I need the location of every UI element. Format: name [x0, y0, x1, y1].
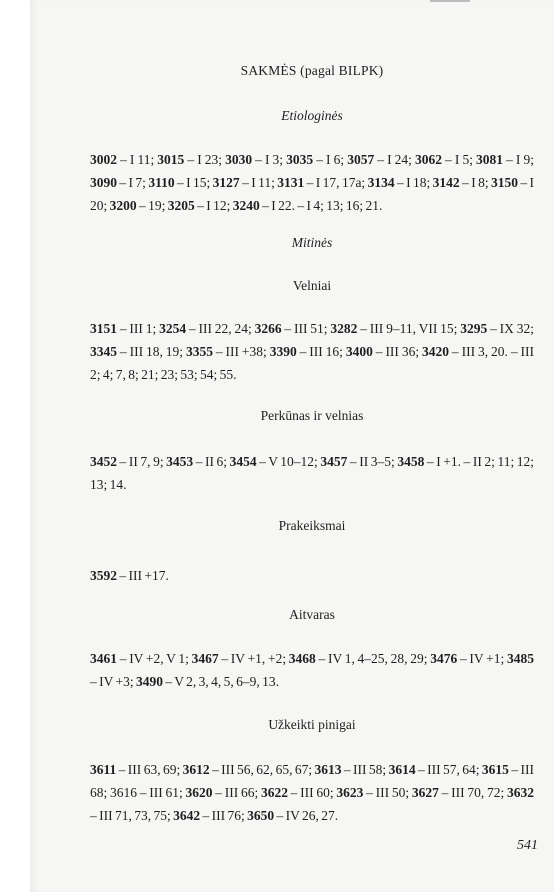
entry-reference: – III 57, 64;	[415, 762, 482, 777]
entry-number: 3266	[254, 321, 282, 336]
entry-number: 3454	[229, 454, 257, 469]
entry-number: 3134	[367, 175, 395, 190]
entry-reference: – III +17.	[117, 568, 169, 583]
entry-reference: – IV +2, V 1;	[117, 651, 192, 666]
entry-reference: – 19;	[136, 198, 168, 213]
entry-reference: – IV +1, +2;	[218, 651, 289, 666]
page-number: 541	[517, 838, 538, 853]
entry-reference: – I 18;	[394, 175, 433, 190]
entry-number: 3150	[490, 175, 518, 190]
entry-number: 3090	[90, 175, 117, 190]
entry-number: 3240	[232, 198, 260, 213]
entry-reference: – I 11;	[117, 152, 158, 167]
entry-reference: – III 56, 62, 65, 67;	[209, 762, 315, 777]
entry-number: 3457	[320, 454, 348, 469]
entry-number: 3615	[481, 762, 509, 777]
entry-number: 3613	[314, 762, 342, 777]
entries-uzkeikti-pinigai	[90, 758, 534, 827]
entry-reference: – I +1. – II 2; 11; 12; 13; 14.	[90, 454, 534, 492]
entry-number: 3002	[90, 152, 117, 167]
section-heading-etiologines: Etiologinės	[281, 108, 343, 123]
entries-aitvaras	[90, 647, 534, 693]
entry-reference: – III 60;	[287, 785, 337, 800]
entry-number: 3400	[345, 344, 373, 359]
entry-reference: – I 15;	[174, 175, 213, 190]
entry-number: 3345	[90, 344, 117, 359]
entry-reference: – III 18, 19;	[117, 344, 186, 359]
entry-number: 3468	[288, 651, 316, 666]
page-title: SAKMĖS (pagal BILPK)	[240, 63, 384, 78]
entry-number: 3057	[347, 152, 375, 167]
entry-reference: – III 1;	[117, 321, 160, 336]
entry-reference: – I 11;	[239, 175, 278, 190]
entry-number: 3614	[388, 762, 416, 777]
entries-prakeiksmai	[90, 564, 534, 587]
entry-reference: – III 66;	[212, 785, 261, 800]
entry-number: 3081	[476, 152, 504, 167]
entry-reference: – I 8;	[459, 175, 491, 190]
entry-reference: – III 58;	[341, 762, 389, 777]
entry-number: 3453	[166, 454, 194, 469]
entry-number: 3355	[185, 344, 213, 359]
entry-number: 3461	[90, 651, 117, 666]
entry-reference: – IV +1;	[457, 651, 507, 666]
entry-number: 3282	[330, 321, 358, 336]
entry-reference: – I 5;	[441, 152, 477, 167]
entry-reference: – I 24;	[374, 152, 415, 167]
entry-number: 3127	[212, 175, 240, 190]
entry-number: 3467	[191, 651, 219, 666]
entry-reference: – I 12;	[194, 198, 233, 213]
entry-reference: – I 23;	[184, 152, 226, 167]
entry-reference: – V 10–12;	[256, 454, 321, 469]
entry-number: 3632	[506, 785, 534, 800]
entry-number: 3642	[173, 808, 201, 823]
entry-reference: – III 70, 72;	[438, 785, 507, 800]
entry-reference: – IV +3;	[90, 674, 136, 689]
entries-perkunas	[90, 450, 534, 496]
entry-number: 3062	[414, 152, 442, 167]
entry-reference: – II 3–5;	[347, 454, 398, 469]
entry-number: 3030	[225, 152, 253, 167]
entry-reference: – III 63, 69;	[116, 762, 183, 777]
entry-number: 3476	[430, 651, 458, 666]
section-heading-aitvaras: Aitvaras	[289, 607, 335, 622]
entry-reference: – I 17, 17a;	[304, 175, 368, 190]
entry-number: 3205	[167, 198, 195, 213]
entry-number: 3622	[260, 785, 288, 800]
entry-reference: – I 6;	[313, 152, 348, 167]
page-edge-mark	[430, 0, 470, 2]
entry-reference: – III 50;	[363, 785, 412, 800]
entry-number: 3015	[157, 152, 185, 167]
entry-number: 3151	[90, 321, 117, 336]
entry-reference: – IV 1, 4–25, 28, 29;	[315, 651, 431, 666]
entry-reference: – III 68; 3616 – III 61;	[90, 762, 534, 800]
entry-number: 3611	[90, 762, 117, 777]
entry-reference: – I 3;	[252, 152, 287, 167]
section-heading-mitines: Mitinės	[291, 235, 333, 250]
entry-number: 3620	[185, 785, 213, 800]
entry-reference: – III 16;	[296, 344, 346, 359]
entry-number: 3142	[432, 175, 460, 190]
entry-reference: – V 2, 3, 4, 5, 6–9, 13.	[163, 674, 280, 689]
entry-reference: – III 76;	[200, 808, 248, 823]
entry-number: 3650	[247, 808, 275, 823]
section-heading-velniai: Velniai	[292, 278, 332, 293]
entry-reference: – IV 26, 27.	[274, 808, 339, 823]
entry-reference: – II 7, 9;	[117, 454, 167, 469]
entry-number: 3485	[506, 651, 534, 666]
entry-reference: – IX 32;	[487, 321, 534, 336]
entry-number: 3254	[159, 321, 187, 336]
entry-reference: – III 71, 73, 75;	[90, 808, 174, 823]
entry-number: 3592	[90, 568, 117, 583]
entry-reference: – I 9;	[503, 152, 534, 167]
entry-number: 3420	[422, 344, 450, 359]
section-heading-uzkeikti-pinigai: Užkeikti pinigai	[268, 717, 356, 732]
entry-number: 3035	[286, 152, 314, 167]
entry-number: 3200	[109, 198, 137, 213]
entry-reference: – III 3, 20. – III 2; 4; 7, 8; 21; 23; 53; 54; 55.	[90, 344, 534, 382]
entry-number: 3110	[148, 175, 175, 190]
entry-number: 3390	[269, 344, 297, 359]
entry-reference: – I 20;	[90, 175, 535, 213]
entry-number: 3623	[336, 785, 364, 800]
entries-velniai	[90, 317, 534, 386]
entry-number: 3627	[411, 785, 439, 800]
section-heading-perkunas: Perkūnas ir velnias	[260, 408, 364, 423]
entry-reference: – I 22. – I 4; 13; 16; 21.	[259, 198, 383, 213]
entry-number: 3458	[397, 454, 425, 469]
entry-number: 3295	[460, 321, 488, 336]
entry-reference: – II 6;	[193, 454, 230, 469]
entries-etiologines	[90, 148, 534, 217]
entry-reference: – III 9–11, VII 15;	[357, 321, 461, 336]
entry-number: 3452	[90, 454, 117, 469]
entry-number: 3131	[277, 175, 305, 190]
entry-number: 3612	[182, 762, 210, 777]
entry-reference: – I 7;	[117, 175, 149, 190]
section-heading-prakeiksmai: Prakeiksmai	[278, 518, 346, 533]
entry-number: 3490	[136, 674, 163, 689]
entry-reference: – III 51;	[281, 321, 331, 336]
entry-reference: – III 22, 24;	[186, 321, 255, 336]
entry-reference: – III +38;	[212, 344, 270, 359]
book-page	[30, 0, 554, 892]
entry-reference: – III 36;	[372, 344, 423, 359]
